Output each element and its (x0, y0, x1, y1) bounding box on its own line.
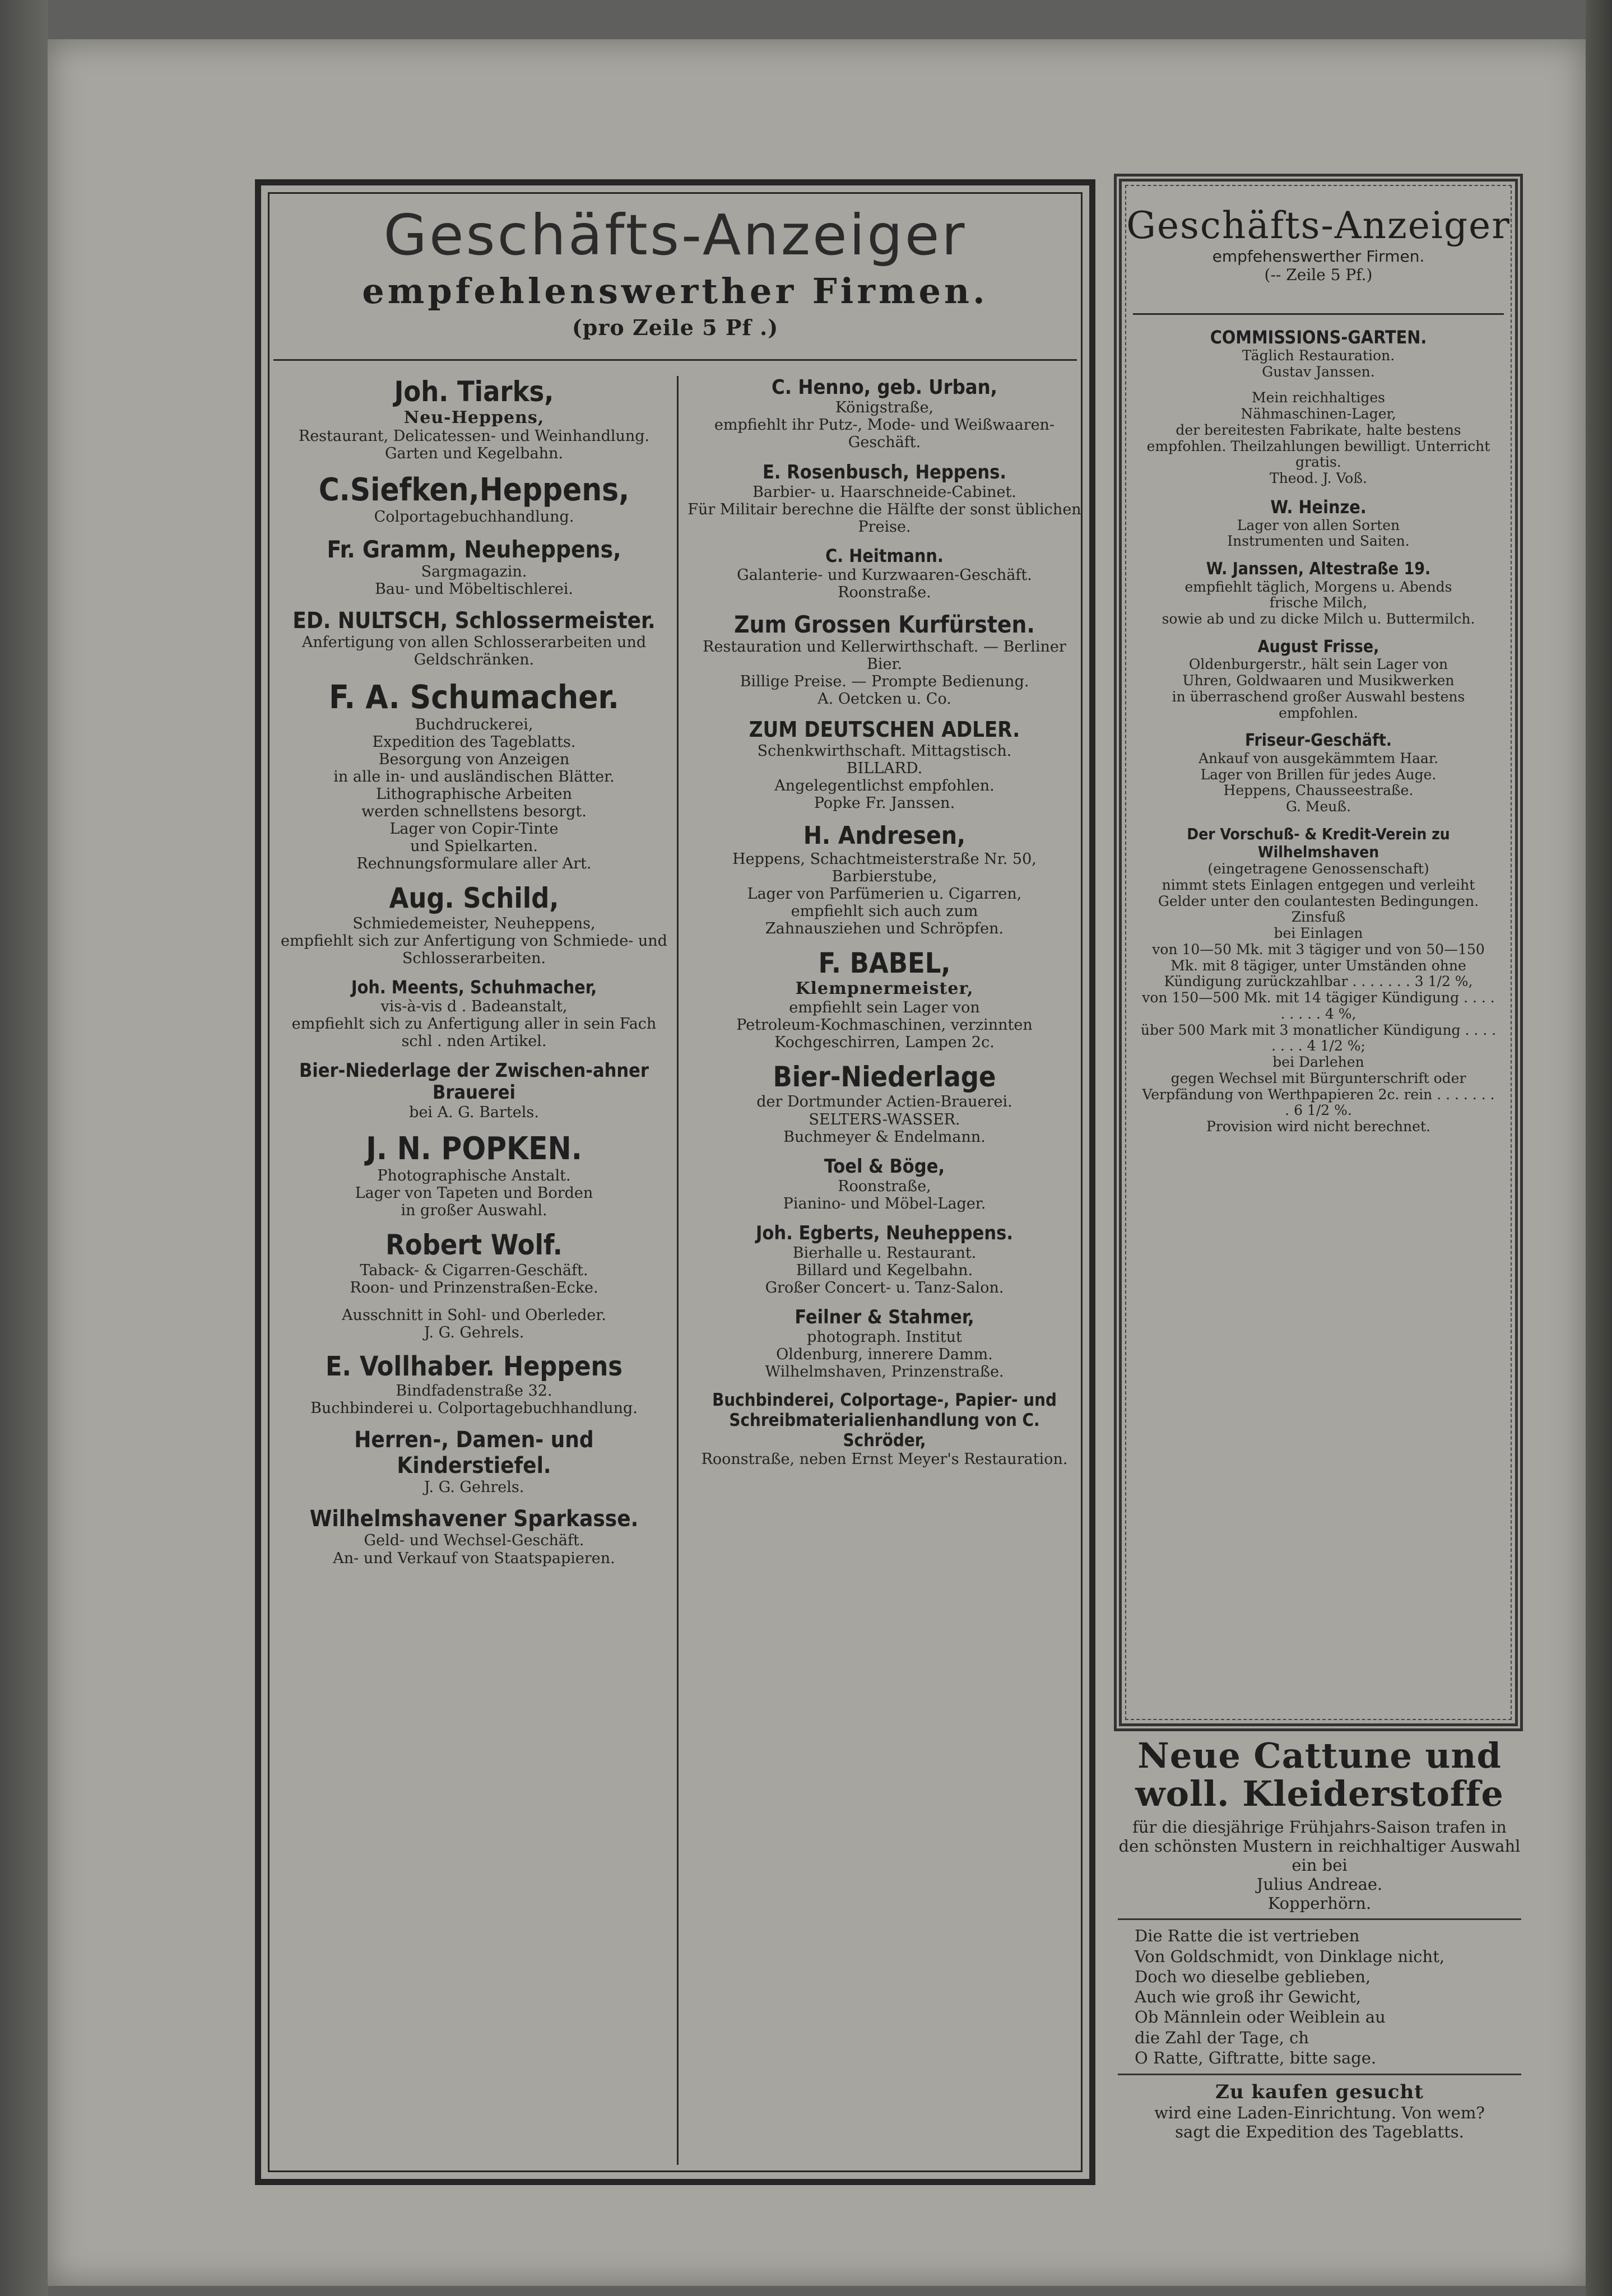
advert-line: Billard und Kegelbahn. (796, 1261, 973, 1279)
advert-line: bei Einlagen (1274, 925, 1363, 942)
advert (278, 1427, 670, 1496)
advert-line: Lager von Tapeten und Borden (355, 1184, 593, 1202)
advert (1139, 390, 1498, 487)
advert-line: Barbier- u. Haarschneide-Cabinet. (752, 483, 1016, 501)
advert-name: Buchbinderei, Colportage-, Papier- und Schreibmaterialienhandlung von C. Schröder, (712, 1390, 1057, 1451)
right-header (1122, 204, 1515, 284)
advert-line: empfiehlt sich auch zum (791, 902, 978, 920)
advert-line: photograph. Institut (807, 1328, 962, 1346)
advert-line: von 150—500 Mk. mit 14 tägiger Kündigung . . . . . . . . . 4 %, (1142, 989, 1495, 1022)
text-line: sagt die Expedition des Tageblatts. (1175, 2122, 1464, 2142)
advert (687, 947, 1082, 1051)
advert-name: W. Janssen, Altestraße 19. (1206, 559, 1431, 579)
advert-line: Roonstraße. (838, 583, 931, 601)
advert-line: A. Oetcken u. Co. (817, 690, 951, 708)
advert-line: Heppens, Schachtmeisterstraße Nr. 50, (732, 850, 1037, 868)
advert-line: bei A. G. Bartels. (409, 1103, 539, 1121)
advert-line: Restauration und Kellerwirthschaft. — Berliner Bier. (703, 638, 1066, 673)
left-header-subtitle: empfehlenswerther Firmen. (362, 271, 988, 312)
advert-line: Bindfadenstraße 32. (396, 1382, 552, 1400)
advert-name: F. BABEL, (818, 946, 951, 979)
left-header (261, 202, 1089, 340)
advert-name: Wilhelmshavener Sparkasse. (309, 1506, 639, 1532)
advert-line: bei Darlehen (1272, 1054, 1364, 1071)
advert-name: Bier-Niederlage (773, 1060, 996, 1093)
right-header-divider (1133, 313, 1504, 315)
advert-line: Popke Fr. Janssen. (814, 794, 955, 812)
advert-line: Für Militair berechne die Hälfte der sonst üblichen Preise. (687, 500, 1081, 536)
advert-name: Der Vorschuß- & Kredit-Verein zu Wilhelmshaven (1187, 824, 1450, 862)
advert-name: Joh. Meents, Schuhmacher, (351, 976, 597, 998)
advert (278, 472, 670, 526)
advert-line: Pianino- und Möbel-Lager. (783, 1195, 986, 1212)
advert (278, 376, 670, 462)
advert-line: empfiehlt sein Lager von (789, 998, 980, 1016)
advert (1139, 560, 1498, 628)
advert-line: BILLARD. (846, 759, 923, 777)
advert-name: Fr. Gramm, Neuheppens, (327, 535, 621, 563)
advert-line: Photographische Anstalt. (377, 1167, 571, 1185)
advert-line: J. G. Gehrels. (424, 1479, 524, 1496)
ad-column-a (278, 376, 670, 2165)
ad-column-b (687, 376, 1082, 2165)
text-line: Kopperhörn. (1267, 1894, 1372, 1913)
header-divider (273, 359, 1077, 361)
advert-line: Anfertigung von allen Schlosserarbeiten und Geldschränken. (301, 633, 647, 668)
advert-name: Herren-, Damen- und Kinderstiefel. (354, 1427, 594, 1479)
left-header-title: Geschäfts-Anzeiger (383, 202, 967, 268)
advert-line: Ausschnitt in Sohl- und Oberleder. (342, 1307, 606, 1324)
advert (278, 1506, 670, 1567)
right-ad-list (1139, 327, 1498, 1145)
advert-line: Theod. J. Voß. (1270, 470, 1367, 487)
advert-line: Mein reichhaltiges (1252, 389, 1385, 406)
advert (687, 1391, 1082, 1468)
advert-line: SELTERS-WASSER. (809, 1110, 960, 1128)
advert-line: Colportagebuchhandlung. (374, 508, 574, 526)
advert-line: nimmt stets Einlagen entgegen und verleiht Gelder unter den coulantesten Bedingungen. (1158, 876, 1479, 909)
advert (687, 1061, 1082, 1146)
wanted-text (1118, 2103, 1521, 2141)
advert-line: Angelegentlichst empfohlen. (774, 777, 995, 794)
advert-line: Petroleum-Kochmaschinen, verzinnten Kochgeschirren, Lampen 2c. (736, 1016, 1033, 1051)
advert-line: sowie ab und zu dicke Milch u. Buttermilch. (1162, 611, 1475, 628)
advert-line: von 10—50 Mk. mit 3 tägiger und von 50—150 Mk. mit 8 tägiger, unter Umständen ohne Kündigung zurückzahlbar . . . . . . . 3 1/2 %, (1152, 941, 1485, 990)
advert-name: Bier-Niederlage der Zwischen-ahner Brauerei (299, 1059, 649, 1104)
advert-line: Garten und Kegelbahn. (384, 445, 564, 463)
advert-line: Oldenburgerstr., hält sein Lager von (1188, 656, 1448, 673)
advert-line: Lager von Copir-Tinte (389, 820, 559, 838)
advert-name: Joh. Egberts, Neuheppens. (756, 1221, 1013, 1244)
wanted-title: Zu kaufen gesucht (1215, 2081, 1424, 2104)
advert-extra: Neu-Heppens, (403, 407, 545, 427)
advert (687, 1223, 1082, 1296)
book-gutter-right (1586, 0, 1612, 2296)
advert (687, 376, 1082, 452)
advert-name: Toel & Böge, (824, 1155, 945, 1178)
advert-line: Buchmeyer & Endelmann. (783, 1128, 986, 1146)
advert-line: Ankauf von ausgekämmtem Haar. (1198, 750, 1439, 766)
advert (1139, 825, 1498, 1135)
advert-line: empfiehlt sich zu Anfertigung aller in sein Fach schl . nden Artikel. (291, 1015, 657, 1050)
advert-line: An- und Verkauf von Staatspapieren. (333, 1549, 615, 1567)
advert (278, 1131, 670, 1220)
text-line: Julius Andreae. (1256, 1875, 1383, 1894)
advert-line: Zinsfuß (1291, 909, 1346, 926)
advert-line: Bau- und Möbeltischlerei. (374, 580, 574, 598)
advert-name: Zum Grossen Kurfürsten. (734, 610, 1035, 638)
book-edge-left (0, 0, 48, 2296)
advert-line: Gustav Janssen. (1262, 363, 1375, 380)
advert-line: über 500 Mark mit 3 monatlicher Kündigung . . . . . . . . 4 1/2 %; (1140, 1021, 1497, 1054)
cattune-text (1118, 1818, 1521, 1913)
advert-name: H. Andresen, (803, 821, 966, 850)
advert (1139, 327, 1498, 380)
cattune-title: Neue Cattune und woll. Kleiderstoffe (1135, 1735, 1504, 1815)
advert (278, 536, 670, 598)
advert-line: Taback- & Cigarren-Geschäft. (360, 1261, 588, 1279)
advert-line: Galanterie- und Kurzwaaren-Geschäft. (737, 566, 1032, 584)
advert-line: Königstraße, (835, 399, 934, 417)
advert-line: Schmiedemeister, Neuheppens, (352, 914, 596, 932)
advert (687, 546, 1082, 601)
advert-line: Roonstraße, neben Ernst Meyer's Restauration. (701, 1451, 1068, 1468)
advert-line: Täglich Restauration. (1242, 347, 1395, 364)
advert-line: Rechnungsformulare aller Art. (356, 855, 592, 873)
text-line: Die Ratte die ist vertrieben (1135, 1926, 1360, 1946)
advert-name: W. Heinze. (1270, 496, 1367, 518)
advert-line: Nähmaschinen-Lager, (1241, 406, 1396, 422)
advert-name: E. Rosenbusch, Heppens. (762, 461, 1007, 484)
advert (1139, 731, 1498, 815)
advert-name: Friseur-Geschäft. (1244, 731, 1392, 751)
advert-line: Bierhalle u. Restaurant. (792, 1244, 977, 1262)
advert-line: Buchbinderei u. Colportagebuchhandlung. (310, 1400, 638, 1417)
text-line: O Ratte, Giftratte, bitte sage. (1135, 2048, 1377, 2067)
advert-line: J. G. Gehrels. (424, 1324, 524, 1342)
text-line: für die diesjährige Frühjahrs-Saison trafen in den schönsten Mustern in reichhaltiger Auswahl ein bei (1118, 1818, 1521, 1875)
advert-name: August Frisse, (1257, 636, 1379, 657)
rule (1118, 2074, 1521, 2075)
advert-line: Billige Preise. — Prompte Bedienung. (740, 673, 1029, 691)
advert (1139, 638, 1498, 722)
advert-line: Lager von Brillen für jedes Auge. (1200, 766, 1437, 783)
advert-line: Lager von Parfümerien u. Cigarren, (747, 885, 1022, 903)
advert-line: Lithographische Arbeiten (375, 785, 573, 803)
advert-line: Geld- und Wechsel-Geschäft. (364, 1532, 584, 1550)
advert (687, 822, 1082, 937)
text-line: Ob Männlein oder Weiblein au (1135, 2007, 1386, 2027)
left-header-rate: (pro Zeile 5 Pf .) (572, 315, 779, 340)
advert-line: Sargmagazin. (421, 563, 527, 580)
advert-extra: Klempnermeister, (795, 979, 974, 999)
advert-line: Lager von allen Sorten (1237, 517, 1400, 533)
advert-line: Roon- und Prinzenstraßen-Ecke. (350, 1279, 598, 1297)
advert-line: vis-à-vis d . Badeanstalt, (380, 997, 568, 1015)
advert-line: in alle in- und ausländischen Blätter. (333, 768, 615, 786)
advert-line: Buchdruckerei, (415, 715, 533, 733)
advert-name: C. Heitmann. (825, 545, 944, 566)
advert-name: E. Vollhaber. Heppens (326, 1351, 622, 1383)
advert (687, 1156, 1082, 1212)
advert (687, 1307, 1082, 1381)
right-header-subtitle: empfehenswerther Firmen. (1212, 247, 1425, 266)
text-line: wird eine Laden-Einrichtung. Von wem? (1154, 2103, 1485, 2123)
advert-line: Heppens, Chausseestraße. (1223, 782, 1414, 799)
advert-name: C.Siefken,Heppens, (318, 472, 630, 509)
advert-line: empfiehlt sich zur Anfertigung von Schmiede- und Schlosserarbeiten. (281, 932, 667, 967)
advert-name: C. Henno, geb. Urban, (772, 376, 997, 399)
advert-line: Expedition des Tageblatts. (372, 733, 576, 751)
advert-line: in überraschend großer Auswahl bestens empfohlen. (1172, 688, 1465, 721)
advert-line: Schenkwirthschaft. Mittagstisch. (757, 742, 1012, 760)
advert-name: COMMISSIONS-GARTEN. (1210, 327, 1427, 348)
advert-name: Aug. Schild, (389, 882, 559, 915)
text-line: Von Goldschmidt, von Dinklage nicht, (1135, 1946, 1445, 1966)
advert-line: und Spielkarten. (410, 838, 538, 856)
advert (1139, 497, 1498, 550)
advert-line: der Dortmunder Actien-Brauerei. (756, 1093, 1012, 1111)
advert-name: ED. NULTSCH, Schlossermeister. (292, 607, 656, 634)
advert-line: Provision wird nicht berechnet. (1206, 1118, 1430, 1135)
advert-line: Wilhelmshaven, Prinzenstraße. (765, 1363, 1004, 1381)
advert (278, 1351, 670, 1417)
advert-line: in großer Auswahl. (401, 1202, 547, 1220)
advert (687, 611, 1082, 708)
advert-name: Robert Wolf. (385, 1229, 563, 1262)
advert-line: Großer Concert- u. Tanz-Salon. (765, 1279, 1004, 1296)
advert-line: frische Milch, (1269, 594, 1368, 611)
advert (278, 882, 670, 967)
advert (278, 678, 670, 872)
advert-line: Oldenburg, innerere Damm. (776, 1346, 993, 1364)
advert-line: empfiehlt täglich, Morgens u. Abends (1184, 578, 1452, 595)
advert-line: Besorgung von Anzeigen (378, 750, 570, 768)
right-header-title: Geschäfts-Anzeiger (1126, 204, 1511, 247)
right-header-rate: (-- Zeile 5 Pf.) (1264, 266, 1373, 284)
advert (687, 718, 1082, 812)
advert (278, 1307, 670, 1341)
advert-line: Uhren, Goldwaaren und Musikwerken (1182, 672, 1455, 689)
advert (278, 977, 670, 1050)
text-line: Doch wo dieselbe geblieben, (1135, 1967, 1371, 1986)
column-divider (677, 376, 679, 2165)
advert-line: Roonstraße, (838, 1177, 931, 1195)
advert-line: der bereitesten Fabrikate, halte bestens empfohlen. Theilzahlungen bewilligt. Unterricht gratis. (1146, 421, 1490, 471)
advert-name: ZUM DEUTSCHEN ADLER. (749, 717, 1020, 742)
advert-line: werden schnellstens besorgt. (361, 802, 587, 820)
advert-line: (eingetragene Genossenschaft) (1207, 861, 1429, 877)
text-line: Auch wie groß ihr Gewicht, (1135, 1987, 1361, 2007)
advert (278, 1229, 670, 1296)
rat-poem (1118, 1926, 1521, 2068)
advert-line: empfiehlt ihr Putz-, Mode- und Weißwaaren-Geschäft. (714, 416, 1055, 452)
advert-line: Zahnausziehen und Schröpfen. (765, 919, 1004, 937)
advert-line: gegen Wechsel mit Bürgunterschrift oder Verpfändung von Werthpapieren 2c. rein . . . . . . . . 6 1/2 %. (1142, 1070, 1495, 1119)
text-line: die Zahl der Tage, ch (1135, 2028, 1309, 2047)
left-advert-box (255, 179, 1095, 2185)
advert-line: G. Meuß. (1285, 798, 1351, 815)
advert (278, 1060, 670, 1121)
advert-line: Barbierstube, (831, 867, 937, 885)
right-advert-box (1114, 174, 1523, 1731)
advert-name: Feilner & Stahmer, (795, 1306, 974, 1329)
advert-name: Joh. Tiarks, (394, 376, 554, 408)
advert-name: F. A. Schumacher. (329, 678, 619, 717)
advert-name: J. N. POPKEN. (366, 1130, 582, 1167)
advert-line: Restaurant, Delicatessen- und Weinhandlung. (298, 427, 650, 445)
advert-line: Instrumenten und Saiten. (1227, 533, 1410, 550)
advert (687, 462, 1082, 536)
rule (1118, 1918, 1521, 1920)
advert (278, 608, 670, 668)
below-right-adverts (1118, 1737, 1521, 2141)
